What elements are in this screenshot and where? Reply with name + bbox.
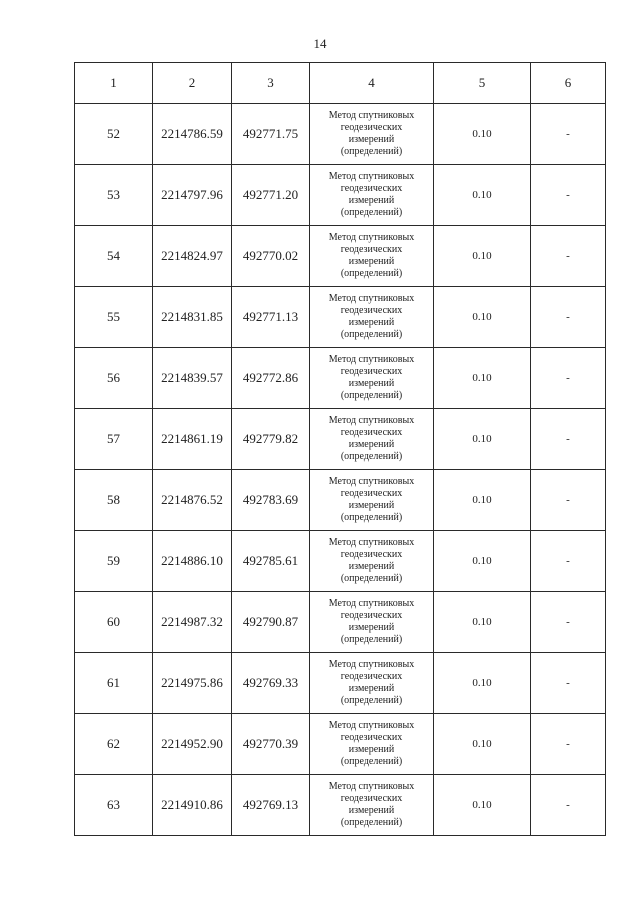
note-cell: - xyxy=(531,775,606,836)
x-coordinate-cell: 2214831.85 xyxy=(153,287,232,348)
method-cell xyxy=(310,470,434,531)
method-text-line: геодезических xyxy=(340,183,403,194)
note-cell: - xyxy=(531,714,606,775)
method-text-line: геодезических xyxy=(340,427,403,438)
accuracy-cell: 0.10 xyxy=(434,165,531,226)
table-row xyxy=(75,470,606,531)
point-number-cell: 58 xyxy=(75,470,153,531)
y-coordinate-cell: 492769.13 xyxy=(232,775,310,836)
x-coordinate-cell: 2214839.57 xyxy=(153,348,232,409)
note-cell: - xyxy=(531,104,606,165)
method-cell xyxy=(310,287,434,348)
method-text-line: (определений) xyxy=(340,451,403,462)
note-cell: - xyxy=(531,470,606,531)
method-cell xyxy=(310,226,434,287)
method-text-line: (определений) xyxy=(340,146,403,157)
method-text-line: измерений xyxy=(348,744,395,755)
point-number-cell: 61 xyxy=(75,653,153,714)
method-text-line: Метод спутниковых xyxy=(328,293,415,304)
method-text-line: (определений) xyxy=(340,573,403,584)
column-header-6: 6 xyxy=(531,63,606,104)
method-text-line: (определений) xyxy=(340,817,403,828)
point-number-cell: 57 xyxy=(75,409,153,470)
x-coordinate-cell: 2214876.52 xyxy=(153,470,232,531)
page-number: 14 xyxy=(313,36,327,51)
method-text-line: измерений xyxy=(348,439,395,450)
method-text-line: измерений xyxy=(348,805,395,816)
x-coordinate-cell: 2214987.32 xyxy=(153,592,232,653)
method-cell xyxy=(310,531,434,592)
accuracy-cell: 0.10 xyxy=(434,348,531,409)
method-text-line: (определений) xyxy=(340,756,403,767)
method-text-line: (определений) xyxy=(340,329,403,340)
method-text-line: Метод спутниковых xyxy=(328,171,415,182)
table-row xyxy=(75,165,606,226)
method-text-line: геодезических xyxy=(340,732,403,743)
point-number-cell: 55 xyxy=(75,287,153,348)
note-cell: - xyxy=(531,287,606,348)
method-text-line: измерений xyxy=(348,134,395,145)
accuracy-cell: 0.10 xyxy=(434,287,531,348)
method-text-line: геодезических xyxy=(340,305,403,316)
method-text-line: геодезических xyxy=(340,244,403,255)
note-cell: - xyxy=(531,531,606,592)
coordinates-table xyxy=(74,62,606,836)
y-coordinate-cell: 492771.75 xyxy=(232,104,310,165)
note-cell: - xyxy=(531,348,606,409)
point-number-cell: 53 xyxy=(75,165,153,226)
y-coordinate-cell: 492771.20 xyxy=(232,165,310,226)
method-text-line: Метод спутниковых xyxy=(328,598,415,609)
method-cell xyxy=(310,592,434,653)
accuracy-cell: 0.10 xyxy=(434,592,531,653)
method-text-line: геодезических xyxy=(340,122,403,133)
method-cell xyxy=(310,348,434,409)
y-coordinate-cell: 492779.82 xyxy=(232,409,310,470)
x-coordinate-cell: 2214824.97 xyxy=(153,226,232,287)
note-cell: - xyxy=(531,409,606,470)
table-row xyxy=(75,653,606,714)
point-number-cell: 63 xyxy=(75,775,153,836)
x-coordinate-cell: 2214886.10 xyxy=(153,531,232,592)
method-cell xyxy=(310,104,434,165)
y-coordinate-cell: 492783.69 xyxy=(232,470,310,531)
method-text-line: (определений) xyxy=(340,634,403,645)
accuracy-cell: 0.10 xyxy=(434,531,531,592)
accuracy-cell: 0.10 xyxy=(434,226,531,287)
method-text-line: (определений) xyxy=(340,512,403,523)
table-row xyxy=(75,531,606,592)
x-coordinate-cell: 2214952.90 xyxy=(153,714,232,775)
method-text-line: (определений) xyxy=(340,695,403,706)
column-header-3: 3 xyxy=(232,63,310,104)
method-text-line: Метод спутниковых xyxy=(328,232,415,243)
point-number-cell: 62 xyxy=(75,714,153,775)
method-text-line: Метод спутниковых xyxy=(328,415,415,426)
x-coordinate-cell: 2214861.19 xyxy=(153,409,232,470)
x-coordinate-cell: 2214975.86 xyxy=(153,653,232,714)
method-text-line: Метод спутниковых xyxy=(328,659,415,670)
method-cell xyxy=(310,653,434,714)
method-cell xyxy=(310,714,434,775)
y-coordinate-cell: 492770.02 xyxy=(232,226,310,287)
method-cell xyxy=(310,775,434,836)
method-text-line: измерений xyxy=(348,317,395,328)
note-cell: - xyxy=(531,165,606,226)
method-text-line: геодезических xyxy=(340,671,403,682)
accuracy-cell: 0.10 xyxy=(434,653,531,714)
table-row xyxy=(75,348,606,409)
y-coordinate-cell: 492769.33 xyxy=(232,653,310,714)
method-text-line: измерений xyxy=(348,622,395,633)
method-text-line: измерений xyxy=(348,195,395,206)
column-header-1: 1 xyxy=(75,63,153,104)
column-header-2: 2 xyxy=(153,63,232,104)
column-header-4: 4 xyxy=(310,63,434,104)
column-header-5: 5 xyxy=(434,63,531,104)
table-row xyxy=(75,775,606,836)
accuracy-cell: 0.10 xyxy=(434,409,531,470)
table-row xyxy=(75,287,606,348)
method-text-line: Метод спутниковых xyxy=(328,720,415,731)
x-coordinate-cell: 2214786.59 xyxy=(153,104,232,165)
method-text-line: Метод спутниковых xyxy=(328,110,415,121)
method-text-line: измерений xyxy=(348,683,395,694)
point-number-cell: 54 xyxy=(75,226,153,287)
point-number-cell: 56 xyxy=(75,348,153,409)
method-text-line: Метод спутниковых xyxy=(328,537,415,548)
method-cell xyxy=(310,409,434,470)
method-text-line: (определений) xyxy=(340,268,403,279)
table-row xyxy=(75,592,606,653)
accuracy-cell: 0.10 xyxy=(434,775,531,836)
note-cell: - xyxy=(531,592,606,653)
method-text-line: геодезических xyxy=(340,610,403,621)
table-row xyxy=(75,104,606,165)
method-text-line: измерений xyxy=(348,256,395,267)
method-text-line: геодезических xyxy=(340,488,403,499)
method-text-line: геодезических xyxy=(340,793,403,804)
y-coordinate-cell: 492770.39 xyxy=(232,714,310,775)
method-cell xyxy=(310,165,434,226)
table-row xyxy=(75,409,606,470)
method-text-line: (определений) xyxy=(340,207,403,218)
y-coordinate-cell: 492790.87 xyxy=(232,592,310,653)
method-text-line: Метод спутниковых xyxy=(328,476,415,487)
table-row xyxy=(75,714,606,775)
method-text-line: Метод спутниковых xyxy=(328,781,415,792)
point-number-cell: 60 xyxy=(75,592,153,653)
note-cell: - xyxy=(531,226,606,287)
y-coordinate-cell: 492771.13 xyxy=(232,287,310,348)
y-coordinate-cell: 492772.86 xyxy=(232,348,310,409)
y-coordinate-cell: 492785.61 xyxy=(232,531,310,592)
table-row xyxy=(75,226,606,287)
accuracy-cell: 0.10 xyxy=(434,104,531,165)
note-cell: - xyxy=(531,653,606,714)
x-coordinate-cell: 2214910.86 xyxy=(153,775,232,836)
accuracy-cell: 0.10 xyxy=(434,470,531,531)
accuracy-cell: 0.10 xyxy=(434,714,531,775)
method-text-line: геодезических xyxy=(340,549,403,560)
method-text-line: Метод спутниковых xyxy=(328,354,415,365)
point-number-cell: 52 xyxy=(75,104,153,165)
table-body xyxy=(75,104,606,836)
point-number-cell: 59 xyxy=(75,531,153,592)
method-text-line: измерений xyxy=(348,561,395,572)
method-text-line: измерений xyxy=(348,378,395,389)
x-coordinate-cell: 2214797.96 xyxy=(153,165,232,226)
table-header-row xyxy=(75,63,606,104)
method-text-line: измерений xyxy=(348,500,395,511)
method-text-line: (определений) xyxy=(340,390,403,401)
method-text-line: геодезических xyxy=(340,366,403,377)
